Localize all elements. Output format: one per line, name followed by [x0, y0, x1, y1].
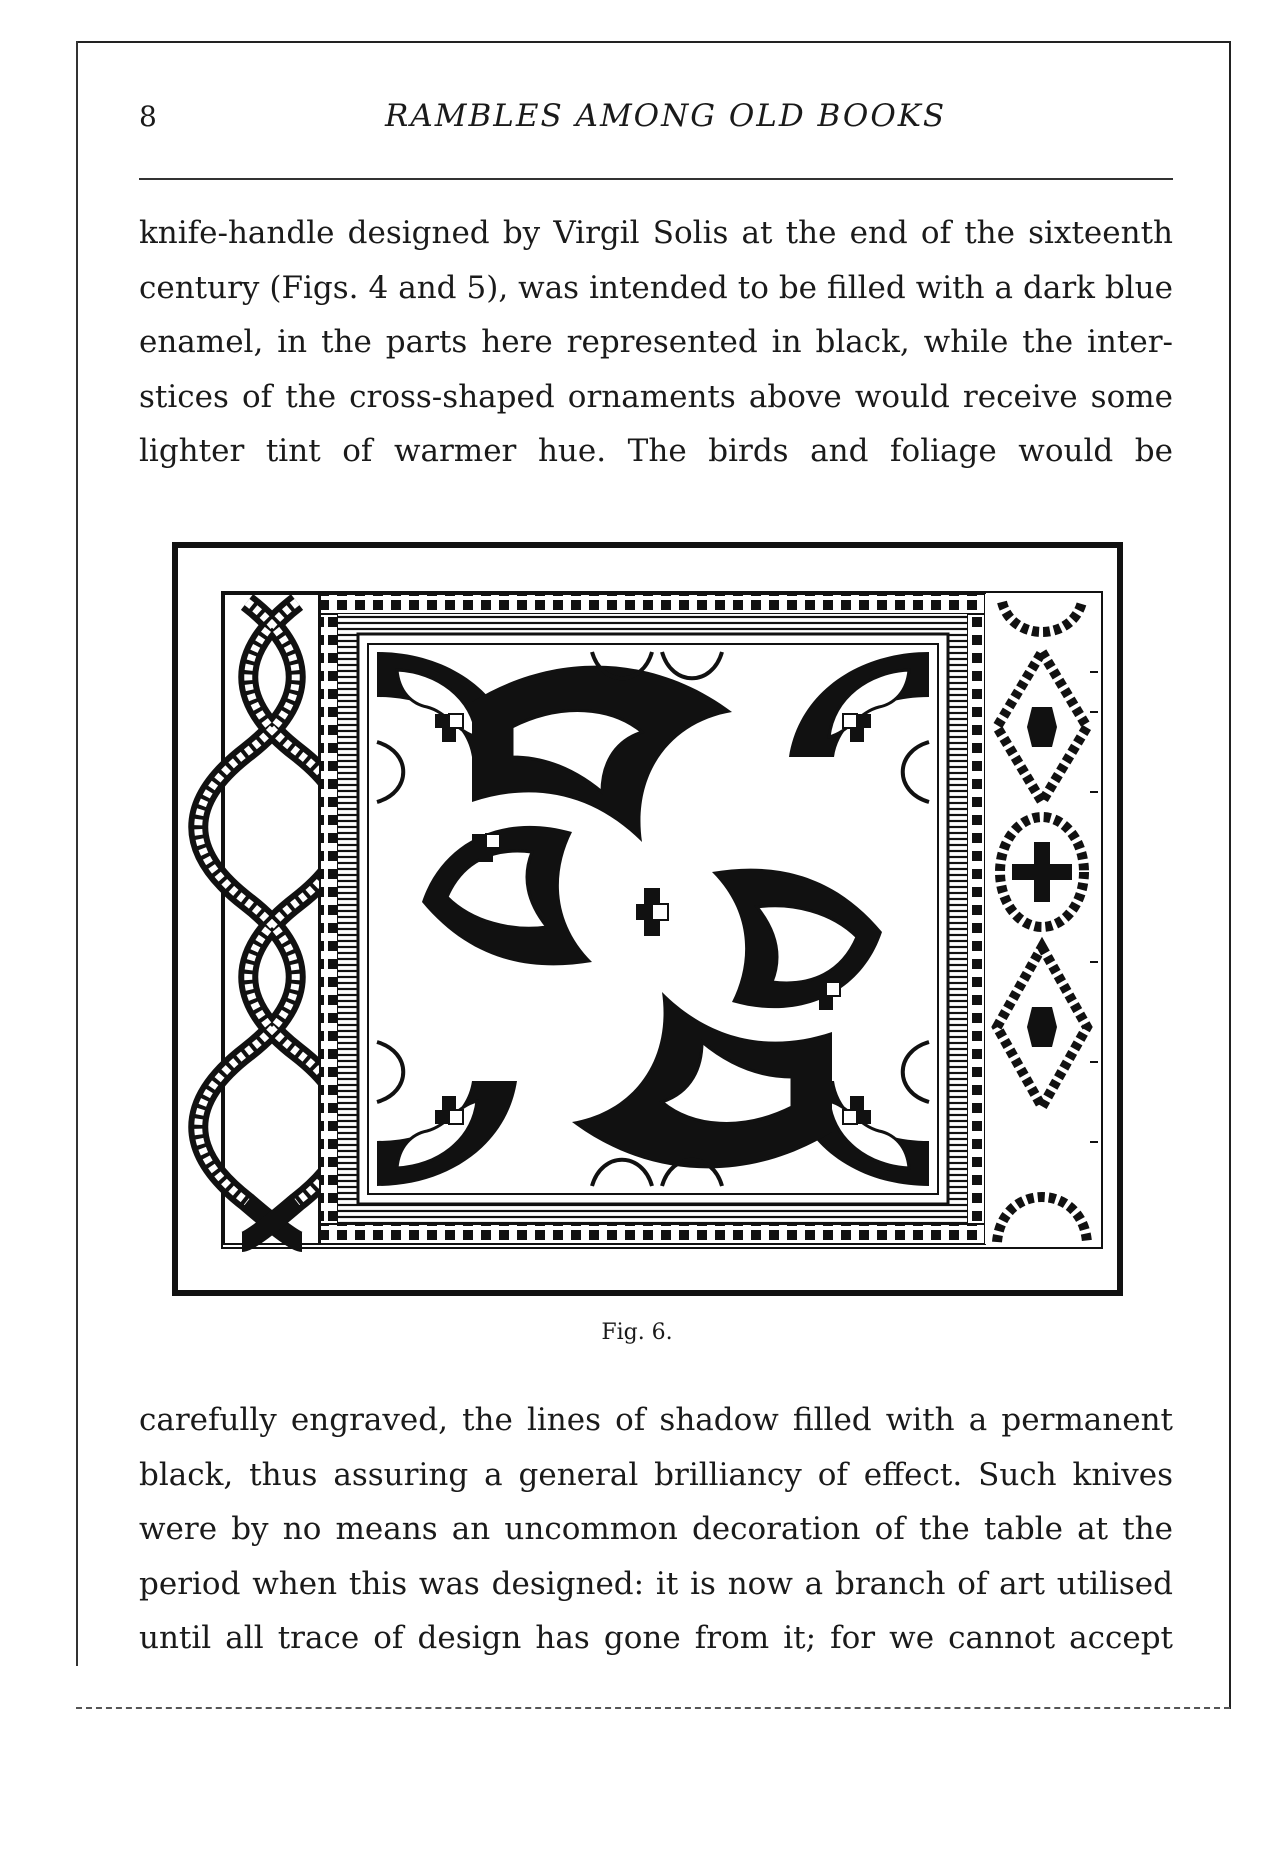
paragraph-after-figure	[139, 1393, 1173, 1666]
text-line: black, thus assuring a general brilliancy of effect. Such knives	[139, 1456, 1173, 1493]
page-frame-bottom	[76, 1707, 1230, 1709]
text-line: carefully engraved, the lines of shadow filled with a permanent	[139, 1402, 1173, 1438]
page-number: 8	[139, 100, 157, 133]
text-line: stices of the cross-shaped ornaments above would receive some	[139, 378, 1173, 415]
text-line: lighter tint of warmer hue. The birds and foliage would be	[139, 433, 1173, 469]
figure-ornament-engraving	[172, 542, 1123, 1296]
running-title: RAMBLES AMONG OLD BOOKS	[385, 98, 947, 134]
text-line: were by no means an uncommon decoration of the table at the	[139, 1511, 1173, 1547]
page-frame-top	[78, 41, 1230, 43]
text-line: knife-handle designed by Virgil Solis at the end of the sixteenth	[139, 215, 1173, 251]
page-frame-left	[76, 41, 78, 1666]
page-frame-right	[1229, 41, 1231, 1709]
text-line: century (Figs. 4 and 5), was intended to be filled with a dark blue	[139, 269, 1173, 306]
text-line: period when this was designed: it is now a branch of art utilised	[139, 1565, 1173, 1602]
figure-caption: Fig. 6.	[601, 1320, 673, 1345]
paragraph-before-figure	[139, 206, 1173, 479]
text-line: enamel, in the parts here represented in black, while the inter-	[139, 324, 1173, 360]
text-line: until all trace of design has gone from it; for we cannot accept	[139, 1620, 1173, 1656]
header-rule	[139, 178, 1173, 180]
